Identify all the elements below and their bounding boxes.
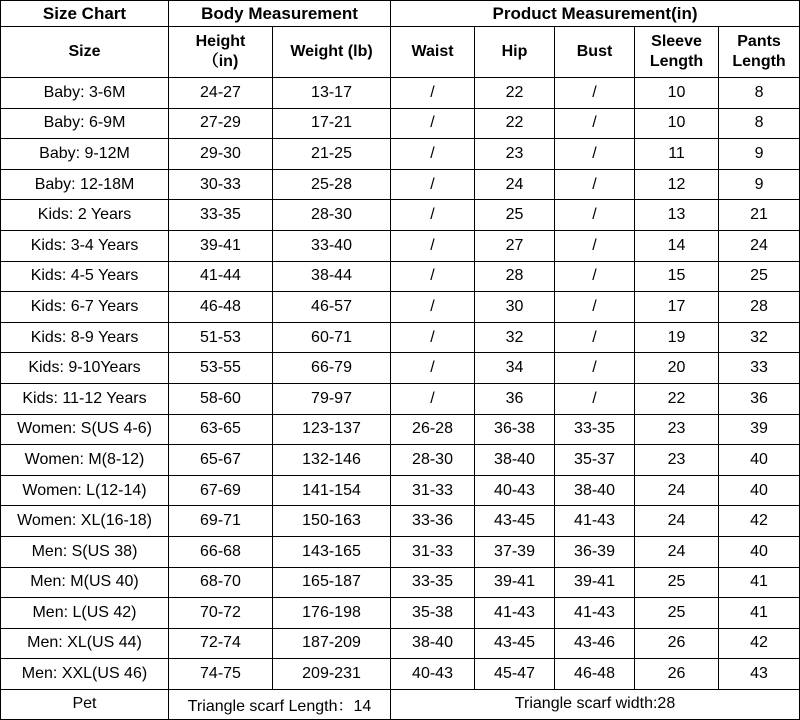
table-cell-bust: /: [555, 230, 635, 261]
table-cell-bust: /: [555, 322, 635, 353]
table-row: [1, 598, 800, 629]
table-cell-hip: 36-38: [475, 414, 555, 445]
table-cell-pants-length: 25: [719, 261, 800, 292]
table-cell-weight: 60-71: [273, 322, 391, 353]
table-cell-hip: 30: [475, 292, 555, 323]
table-cell-pants-length: 40: [719, 536, 800, 567]
table-cell-weight: 33-40: [273, 230, 391, 261]
size-cell: Kids: 4-5 Years: [1, 261, 169, 292]
table-cell-weight: 132-146: [273, 445, 391, 476]
table-cell-hip: 43-45: [475, 506, 555, 537]
table-cell-weight: 165-187: [273, 567, 391, 598]
table-cell-height: 29-30: [169, 139, 273, 170]
size-cell: Men: M(US 40): [1, 567, 169, 598]
table-row: [1, 108, 800, 139]
table-cell-weight: 66-79: [273, 353, 391, 384]
table-cell-hip: 23: [475, 139, 555, 170]
size-chart-title: Size Chart: [1, 1, 169, 27]
table-cell-waist: 28-30: [391, 445, 475, 476]
table-cell-sleeve-length: 11: [635, 139, 719, 170]
table-cell-height: 39-41: [169, 230, 273, 261]
table-cell-bust: 41-43: [555, 506, 635, 537]
column-header-line: Height: [195, 33, 246, 50]
table-cell-sleeve-length: 10: [635, 78, 719, 109]
table-cell-waist: /: [391, 383, 475, 414]
table-row: [1, 353, 800, 384]
column-header-line: Pants: [737, 33, 781, 50]
table-cell-bust: /: [555, 353, 635, 384]
table-row: [1, 292, 800, 323]
body-measurement-header: Body Measurement: [169, 1, 391, 27]
table-cell-hip: 24: [475, 169, 555, 200]
table-cell-pants-length: 21: [719, 200, 800, 231]
column-header-size: Size: [1, 27, 169, 78]
table-row: [1, 628, 800, 659]
column-header-line: Bust: [576, 43, 613, 60]
table-cell-sleeve-length: 10: [635, 108, 719, 139]
table-cell-pants-length: 40: [719, 475, 800, 506]
table-cell-bust: 35-37: [555, 445, 635, 476]
table-cell-waist: /: [391, 200, 475, 231]
table-cell-pants-length: 8: [719, 108, 800, 139]
table-cell-waist: /: [391, 108, 475, 139]
table-cell-weight: 141-154: [273, 475, 391, 506]
size-cell: Men: XL(US 44): [1, 628, 169, 659]
table-cell-bust: 46-48: [555, 659, 635, 690]
table-row: [1, 169, 800, 200]
table-cell-weight: 28-30: [273, 200, 391, 231]
table-cell-bust: /: [555, 383, 635, 414]
size-cell: Kids: 11-12 Years: [1, 383, 169, 414]
table-cell-waist: /: [391, 292, 475, 323]
table-cell-bust: /: [555, 108, 635, 139]
table-cell-hip: 43-45: [475, 628, 555, 659]
table-row: [1, 261, 800, 292]
table-cell-bust: /: [555, 169, 635, 200]
column-header-line: Sleeve: [651, 33, 702, 50]
pet-row: [1, 689, 800, 719]
table-row: [1, 414, 800, 445]
table-cell-hip: 41-43: [475, 598, 555, 629]
table-cell-height: 41-44: [169, 261, 273, 292]
table-cell-bust: 36-39: [555, 536, 635, 567]
table-cell-sleeve-length: 26: [635, 628, 719, 659]
table-cell-height: 46-48: [169, 292, 273, 323]
table-cell-hip: 36: [475, 383, 555, 414]
table-cell-bust: /: [555, 139, 635, 170]
column-header-weight: [273, 27, 391, 78]
table-cell-hip: 28: [475, 261, 555, 292]
table-cell-weight: 21-25: [273, 139, 391, 170]
table-cell-sleeve-length: 24: [635, 506, 719, 537]
size-cell: Kids: 2 Years: [1, 200, 169, 231]
table-cell-waist: /: [391, 261, 475, 292]
table-cell-height: 63-65: [169, 414, 273, 445]
size-cell: Baby: 3-6M: [1, 78, 169, 109]
table-cell-height: 69-71: [169, 506, 273, 537]
table-cell-hip: 40-43: [475, 475, 555, 506]
column-header-bust: [555, 27, 635, 78]
column-header-row: [1, 27, 800, 78]
table-cell-sleeve-length: 23: [635, 445, 719, 476]
table-cell-sleeve-length: 22: [635, 383, 719, 414]
size-cell: Kids: 3-4 Years: [1, 230, 169, 261]
pet-scarf-length: Triangle scarf Length：14: [169, 689, 391, 719]
table-cell-height: 67-69: [169, 475, 273, 506]
table-cell-height: 58-60: [169, 383, 273, 414]
column-header-hip: [475, 27, 555, 78]
size-cell: Men: XXL(US 46): [1, 659, 169, 690]
table-cell-hip: 37-39: [475, 536, 555, 567]
table-cell-sleeve-length: 25: [635, 598, 719, 629]
size-cell: Baby: 9-12M: [1, 139, 169, 170]
table-cell-pants-length: 42: [719, 628, 800, 659]
table-cell-weight: 13-17: [273, 78, 391, 109]
pet-label: Pet: [1, 689, 169, 719]
table-row: [1, 659, 800, 690]
pet-scarf-width: Triangle scarf width:28: [391, 689, 800, 719]
table-cell-sleeve-length: 24: [635, 536, 719, 567]
table-cell-sleeve-length: 17: [635, 292, 719, 323]
table-cell-waist: /: [391, 78, 475, 109]
size-cell: Baby: 6-9M: [1, 108, 169, 139]
group-header-row: [1, 1, 800, 27]
table-cell-waist: 35-38: [391, 598, 475, 629]
table-cell-pants-length: 41: [719, 598, 800, 629]
table-cell-waist: 33-36: [391, 506, 475, 537]
table-cell-waist: /: [391, 322, 475, 353]
table-cell-height: 72-74: [169, 628, 273, 659]
column-header-height: [169, 27, 273, 78]
table-cell-height: 65-67: [169, 445, 273, 476]
size-cell: Men: L(US 42): [1, 598, 169, 629]
table-cell-height: 66-68: [169, 536, 273, 567]
column-header-line: Waist: [411, 43, 454, 60]
table-cell-waist: 31-33: [391, 475, 475, 506]
table-cell-waist: 26-28: [391, 414, 475, 445]
table-row: [1, 475, 800, 506]
table-cell-height: 51-53: [169, 322, 273, 353]
size-cell: Women: L(12-14): [1, 475, 169, 506]
column-header-sleeve-length: [635, 27, 719, 78]
table-row: [1, 230, 800, 261]
table-cell-waist: 40-43: [391, 659, 475, 690]
table-cell-weight: 150-163: [273, 506, 391, 537]
product-measurement-header: Product Measurement(in): [391, 1, 800, 27]
table-cell-hip: 34: [475, 353, 555, 384]
table-body: [1, 78, 800, 720]
table-cell-pants-length: 24: [719, 230, 800, 261]
table-cell-pants-length: 28: [719, 292, 800, 323]
table-cell-pants-length: 43: [719, 659, 800, 690]
table-cell-pants-length: 32: [719, 322, 800, 353]
table-cell-bust: 39-41: [555, 567, 635, 598]
column-header-line: Length: [732, 53, 786, 70]
table-cell-hip: 38-40: [475, 445, 555, 476]
table-cell-bust: /: [555, 78, 635, 109]
table-cell-pants-length: 33: [719, 353, 800, 384]
table-cell-hip: 25: [475, 200, 555, 231]
table-cell-weight: 38-44: [273, 261, 391, 292]
table-cell-waist: 38-40: [391, 628, 475, 659]
table-cell-hip: 32: [475, 322, 555, 353]
table-cell-pants-length: 41: [719, 567, 800, 598]
table-cell-pants-length: 9: [719, 139, 800, 170]
table-row: [1, 200, 800, 231]
table-row: [1, 322, 800, 353]
size-cell: Women: S(US 4-6): [1, 414, 169, 445]
size-cell: Kids: 8-9 Years: [1, 322, 169, 353]
table-cell-height: 74-75: [169, 659, 273, 690]
size-cell: Women: XL(16-18): [1, 506, 169, 537]
size-cell: Kids: 9-10Years: [1, 353, 169, 384]
table-cell-sleeve-length: 14: [635, 230, 719, 261]
table-cell-pants-length: 40: [719, 445, 800, 476]
table-row: [1, 78, 800, 109]
table-cell-pants-length: 9: [719, 169, 800, 200]
column-header-line: Length: [649, 53, 704, 70]
table-cell-waist: 33-35: [391, 567, 475, 598]
table-cell-bust: 33-35: [555, 414, 635, 445]
table-cell-pants-length: 8: [719, 78, 800, 109]
table-cell-waist: /: [391, 169, 475, 200]
table-row: [1, 445, 800, 476]
table-cell-weight: 79-97: [273, 383, 391, 414]
table-cell-bust: /: [555, 261, 635, 292]
column-header-waist: [391, 27, 475, 78]
table-cell-sleeve-length: 13: [635, 200, 719, 231]
table-row: [1, 567, 800, 598]
table-row: [1, 536, 800, 567]
table-cell-sleeve-length: 20: [635, 353, 719, 384]
table-cell-height: 24-27: [169, 78, 273, 109]
table-cell-hip: 22: [475, 78, 555, 109]
table-cell-height: 53-55: [169, 353, 273, 384]
column-header-line: Weight (lb): [290, 43, 373, 60]
table-cell-height: 70-72: [169, 598, 273, 629]
table-cell-weight: 123-137: [273, 414, 391, 445]
table-cell-bust: /: [555, 292, 635, 323]
table-cell-bust: 41-43: [555, 598, 635, 629]
table-cell-hip: 27: [475, 230, 555, 261]
table-cell-height: 33-35: [169, 200, 273, 231]
table-cell-weight: 25-28: [273, 169, 391, 200]
table-cell-sleeve-length: 15: [635, 261, 719, 292]
table-cell-sleeve-length: 12: [635, 169, 719, 200]
column-header-pants-length: [719, 27, 800, 78]
table-cell-height: 30-33: [169, 169, 273, 200]
table-row: [1, 383, 800, 414]
size-cell: Women: M(8-12): [1, 445, 169, 476]
table-cell-pants-length: 42: [719, 506, 800, 537]
table-cell-waist: 31-33: [391, 536, 475, 567]
table-cell-sleeve-length: 23: [635, 414, 719, 445]
table-cell-weight: 46-57: [273, 292, 391, 323]
table-cell-sleeve-length: 26: [635, 659, 719, 690]
table-cell-height: 68-70: [169, 567, 273, 598]
table-cell-hip: 45-47: [475, 659, 555, 690]
size-cell: Men: S(US 38): [1, 536, 169, 567]
table-cell-weight: 187-209: [273, 628, 391, 659]
size-cell: Kids: 6-7 Years: [1, 292, 169, 323]
table-cell-weight: 209-231: [273, 659, 391, 690]
table-cell-weight: 176-198: [273, 598, 391, 629]
size-cell: Baby: 12-18M: [1, 169, 169, 200]
table-cell-weight: 17-21: [273, 108, 391, 139]
table-cell-pants-length: 39: [719, 414, 800, 445]
table-cell-sleeve-length: 25: [635, 567, 719, 598]
column-header-line: Hip: [501, 43, 528, 60]
table-cell-bust: 38-40: [555, 475, 635, 506]
table-cell-hip: 22: [475, 108, 555, 139]
table-cell-waist: /: [391, 353, 475, 384]
table-cell-bust: 43-46: [555, 628, 635, 659]
table-row: [1, 506, 800, 537]
table-cell-weight: 143-165: [273, 536, 391, 567]
column-header-line: （in): [202, 53, 239, 70]
table-cell-height: 27-29: [169, 108, 273, 139]
table-cell-waist: /: [391, 139, 475, 170]
table-cell-pants-length: 36: [719, 383, 800, 414]
table-row: [1, 139, 800, 170]
table-cell-sleeve-length: 24: [635, 475, 719, 506]
table-cell-sleeve-length: 19: [635, 322, 719, 353]
table-cell-hip: 39-41: [475, 567, 555, 598]
table-cell-bust: /: [555, 200, 635, 231]
table-cell-waist: /: [391, 230, 475, 261]
